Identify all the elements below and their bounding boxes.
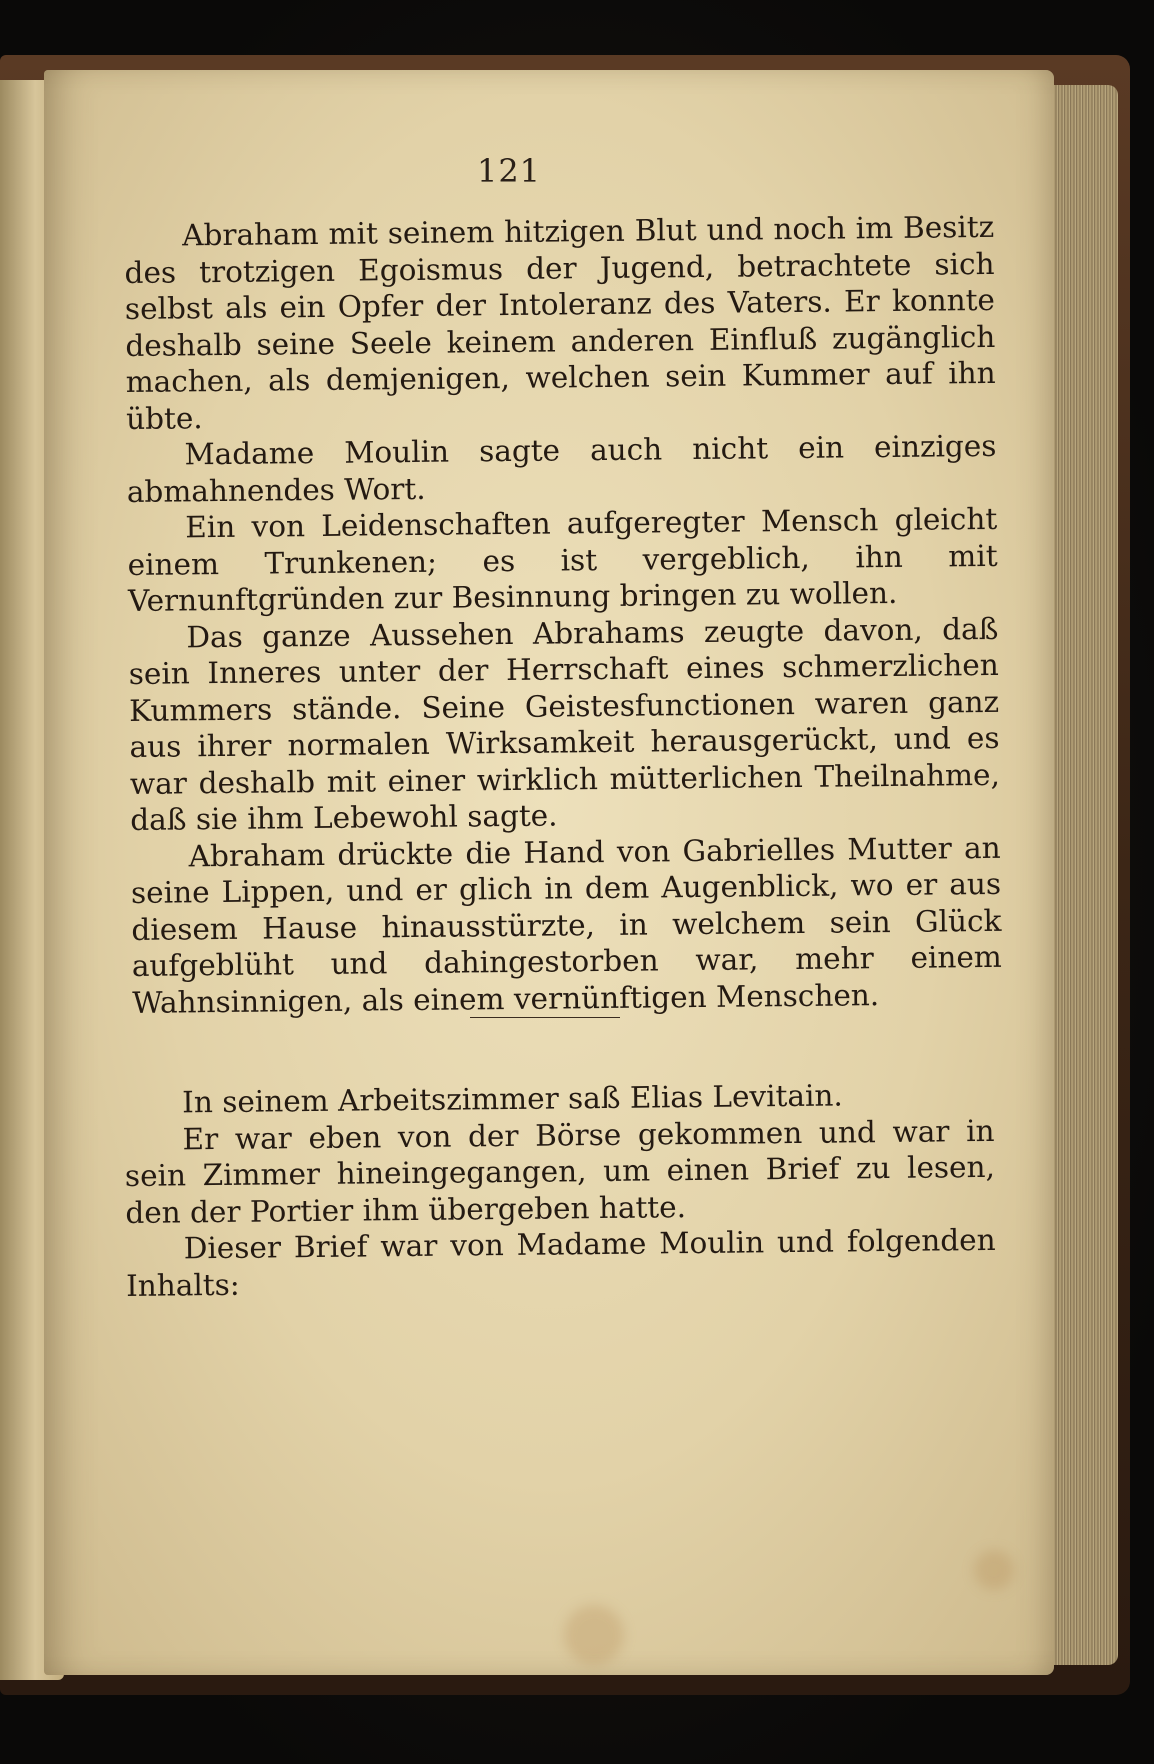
- book-page: [44, 70, 1054, 1675]
- section-divider: [470, 1017, 620, 1018]
- paragraph: Das ganze Aussehen Abrahams zeugte davon, daß sein Inneres unter der Herrschaft eines schmerzlichen Kummers stände. Seine Geistesfunctionen waren ganz aus ihrer normalen Wirksamkeit herausgerückt, und es war deshalb mit einer wirklich mütterlichen Theilnahme, daß sie ihm Lebewohl sagte.: [128, 611, 1001, 837]
- text-section-2: [124, 1076, 996, 1304]
- paragraph: In seinem Arbeitszimmer saß Elias Levitain.: [182, 1078, 843, 1120]
- paragraph: Madame Moulin sagte auch nicht ein einziges abmahnendes Wort.: [126, 428, 997, 509]
- paper-stain: [564, 1605, 624, 1665]
- page-number: 121: [476, 152, 542, 190]
- paragraph: Abraham mit seinem hitzigen Blut und noch im Besitz des trotzigen Egoismus der Jugend, betrachtete sich selbst als ein Opfer der Intoleranz des Vaters. Er konnte deshalb seine Seele keinem anderen Einfluß zugänglich machen, als demjenigen, welchen sein Kummer auf ihn übte.: [124, 209, 996, 436]
- paragraph: Dieser Brief war von Madame Moulin und folgenden Inhalts:: [125, 1222, 996, 1303]
- paragraph: Ein von Leidenschaften aufgeregter Mensch gleicht einem Trunkenen; es ist vergeblich, ihn mit Vernunftgründen zur Besinnung bringen zu wollen.: [127, 501, 998, 618]
- text-section-1: [124, 209, 1002, 1021]
- paragraph: Abraham drückte die Hand von Gabrielles Mutter an seine Lippen, und er glich in dem Augenblick, wo er aus diesem Hause hinausstürzte, in welchem sein Glück aufgeblüht und dahingestorben war, mehr einem Wahnsinnigen, als einem vernünftigen Menschen.: [130, 830, 1002, 1020]
- paper-stain: [974, 1550, 1014, 1590]
- paragraph: Er war eben von der Börse gekommen und war in sein Zimmer hineingegangen, um einen Brief zu lesen, den der Portier ihm übergeben hatte.: [124, 1113, 996, 1230]
